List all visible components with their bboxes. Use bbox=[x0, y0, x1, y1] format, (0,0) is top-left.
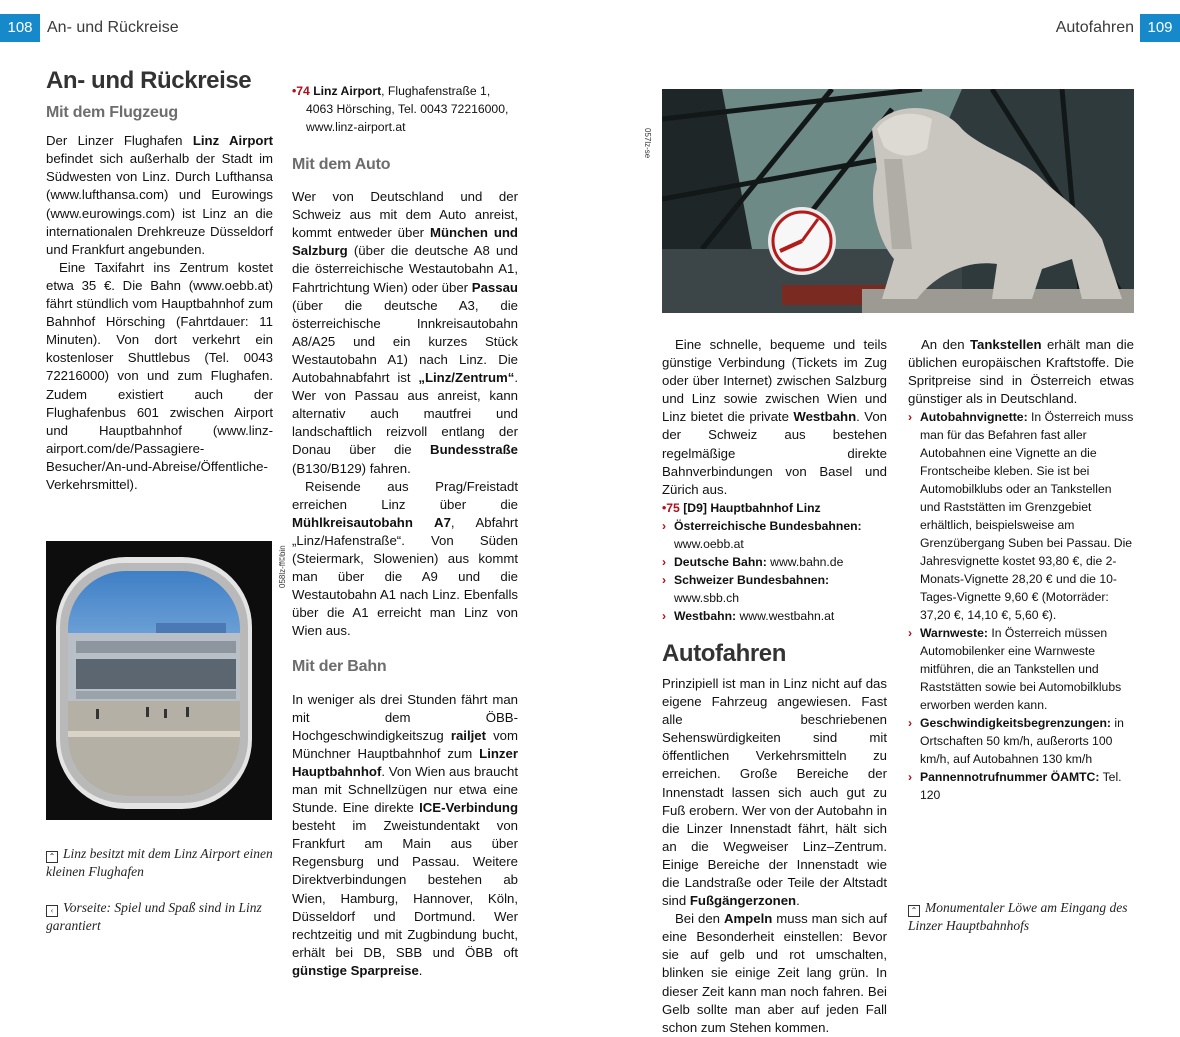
paragraph-westbahn: Eine schnelle, bequeme und teils günstige Verbindung (Tickets im Zug oder über Internet) zwischen Salzburg und Linz sowie zwischen Wien und Linz bietet die private Westbahn. Von der Schweiz aus bestehen regelmäßige direkte Bahnverbindungen von Basel und Zürich aus. bbox=[662, 337, 887, 497]
caption-arrow-left-icon: ‹ bbox=[46, 905, 58, 917]
chevron-right-icon: › bbox=[908, 626, 913, 641]
link-sbb[interactable]: www.sbb.ch bbox=[674, 590, 740, 605]
heading-flugzeug: Mit dem Flugzeug bbox=[46, 104, 178, 122]
driving-info-list bbox=[908, 408, 1134, 804]
photo-credit-airport: 058lz-ff©bin bbox=[278, 545, 287, 588]
rail-link-item: › Westbahn: www.westbahn.at bbox=[662, 608, 835, 623]
running-head-left: An- und Rückreise bbox=[47, 19, 179, 36]
chevron-right-icon: › bbox=[908, 410, 913, 425]
chevron-right-icon: › bbox=[662, 554, 667, 569]
photo-credit-lion: 057lz-se bbox=[643, 128, 652, 159]
chevron-right-icon: › bbox=[662, 518, 667, 533]
caption-lion: ⌃ Monumentaler Löwe am Eingang des Linzer Hauptbahnhofs bbox=[908, 900, 1128, 933]
paragraph-flugzeug-1: Der Linzer Flughafen Linz Airport befindet sich außerhalb der Stadt im Südwesten von Linz. Durch Lufthansa (www.lufthansa.com) und Eurowings (www.eurowings.com) ist Linz an die internationalen Drehkreuze Düsseldorf und Frankfurt angebunden. bbox=[46, 133, 273, 257]
chevron-right-icon: › bbox=[908, 770, 913, 785]
poi-marker-74: •74 bbox=[292, 84, 310, 98]
poi-75-entry: •75 [D9] Hauptbahnhof Linz bbox=[662, 500, 821, 515]
running-head-right: Autofahren bbox=[1055, 19, 1134, 36]
left-column-2 bbox=[292, 82, 518, 980]
page-number-left: 108 bbox=[0, 14, 40, 42]
section-title-autofahren: Autofahren bbox=[662, 639, 786, 667]
poi-marker-75: •75 bbox=[662, 500, 680, 515]
paragraph-flugzeug-2: Eine Taxifahrt ins Zentrum kostet etwa 35 €. Die Bahn (www.oebb.at) fährt stündlich vom Hauptbahnhof zum Bahnhof Hörsching (Fahrtdauer: 11 Minuten). Von dort verkehrt ein kostenloser Shuttlebus (Tel. 0043 72216000) von und zum Flughafen. Zudem existiert auch der Flughafenbus 601 zwischen Airport und Hauptbahnhof (www.linz-airport.com/de/Passagiere-Besucher/An-und-Abreise/Öffentliche-Verkehrsmittel). bbox=[46, 259, 273, 492]
paragraph-auto-1: Wer von Deutschland und der Schweiz aus mit dem Auto anreist, kommt entweder über München und Salzburg (über die deutsche A8 und die österreichische Westautobahn A1, Fahrtrichtung Wien) oder über Passau (über die deutsche A3, die österreichische Innkreisautobahn A8/A25 und ein kurzes Stück Westautobahn A1) nach Linz. Die Autobahnabfahrt ist „Linz/Zentrum“. Wer von Passau aus anreist, kann alternativ auch mautfrei und landschaftlich reizvoll entlang der Donau über die Bundesstraße (B130/B129) fahren. bbox=[292, 189, 518, 476]
rail-links-list bbox=[662, 517, 887, 625]
paragraph-tankstellen: An den Tankstellen erhält man die üblichen europäischen Kraftstoffe. Die Spritpreise sind in Österreich etwas günstiger als in Deutschland. bbox=[908, 337, 1134, 407]
caption-pointer-icon: ⌃ bbox=[46, 851, 58, 863]
chevron-right-icon: › bbox=[662, 572, 667, 587]
lion-statue-photo bbox=[662, 89, 1134, 313]
chevron-right-icon: › bbox=[662, 608, 667, 623]
left-column-1 bbox=[46, 67, 273, 494]
page-number-right: 109 bbox=[1140, 14, 1180, 42]
info-item-warnweste: › Warnweste: In Österreich müssen Automobilenker eine Warnweste mitführen, die an Tankstellen und Raststätten sowie bei Automobilklubs erworben werden kann. bbox=[908, 626, 1122, 713]
link-westbahn[interactable]: www.westbahn.at bbox=[739, 608, 835, 623]
paragraph-autofahren-2: Bei den Ampeln muss man sich auf eine Besonderheit einstellen: Bevor sie auf gelb und rot umschalten, blinken sie einige Zeit lang grün. In dieser Zeit kann man noch fahren. Bei Gelb sollte man aber auf jeden Fall schon zum Stehen kommen. bbox=[662, 911, 887, 1035]
paragraph-auto-2: Reisende aus Prag/Freistadt erreichen Linz über die Mühlkreisautobahn A7, Abfahrt „Linz/Hafenstraße“. Von Süden (Steiermark, Slowenien) aus kommt man über die A9 und die Westautobahn A1 nach Linz. Ebenfalls über die A1 erreicht man Linz von Wien aus. bbox=[292, 478, 518, 639]
right-column-2 bbox=[908, 336, 1134, 804]
paragraph-bahn-1: In weniger als drei Stunden fährt man mit dem ÖBB-Hochgeschwindigkeitszug railjet vom Münchner Hauptbahnhof zum Linzer Hauptbahnhof. Von Wien aus braucht man mit Schnellzügen nur etwa eine Stunde. Eine direkte ICE-Verbindung besteht im Zweistundentakt von Frankfurt am Main aus über Regensburg und Passau. Weitere Direktverbindungen bestehen ab Wien, Hamburg, Hannover, Köln, Düsseldorf und Dortmund. Wer rechtzeitig und mit Zugbindung bucht, erhält bei DB, SBB und ÖBB oft günstige Sparpreise. bbox=[292, 691, 519, 978]
poi-74-entry: •74 Linz Airport, Flughafenstraße 1, 4063 Hörsching, Tel. 0043 72216000, www.linz-airport.at bbox=[292, 84, 509, 134]
chevron-right-icon: › bbox=[908, 716, 913, 731]
caption-previous-page: ‹ Vorseite: Spiel und Spaß sind in Linz garantiert bbox=[46, 900, 262, 933]
heading-auto: Mit dem Auto bbox=[292, 156, 391, 173]
caption-airport: ⌃ Linz besitzt mit dem Linz Airport einen kleinen Flughafen bbox=[46, 846, 273, 879]
rail-link-item: › Deutsche Bahn: www.bahn.de bbox=[662, 554, 844, 569]
link-bahn[interactable]: www.bahn.de bbox=[770, 554, 844, 569]
info-item-vignette: › Autobahnvignette: In Österreich muss man für das Befahren fast aller Autobahnen eine Vignette an die Frontscheibe kleben. Sie ist bei Automobilklubs oder an Tankstellen und Raststätten im Grenzgebiet erhältlich, beispielsweise am Grenzübergang Suben bei Passau. Die Jahresvignette kostet 93,80 €, die 2-Monats-Vignette 28,20 € und die 10-Tages-Vignette 9,60 € (Motorräder: 37,20 €, 14,10 €, 5,60 €). bbox=[908, 410, 1134, 623]
info-item-emergency: › Pannennotrufnummer ÖAMTC: Tel. 120 bbox=[908, 770, 1122, 803]
airport-window-photo bbox=[46, 541, 272, 820]
link-oebb[interactable]: www.oebb.at bbox=[674, 536, 744, 551]
paragraph-autofahren-1: Prinzipiell ist man in Linz nicht auf das eigene Fahrzeug angewiesen. Fast alle beschriebenen Sehenswürdigkeiten sind mit öffentlichen Verkehrsmitteln zu erreichen. Große Bereiche der Innenstadt lassen sich auch gut zu Fuß erobern. Wer von der Autobahn in die Linzer Innenstadt fährt, hält sich an die Wegweiser Linz–Zentrum. Einige Bereiche der Innenstadt wie die Landstraße oder Teile der Altstadt sind Fußgängerzonen. bbox=[662, 675, 887, 909]
info-item-speed-limits: › Geschwindigkeitsbegrenzungen: in Ortschaften 50 km/h, außerorts 100 km/h, auf Autobahnen 130 km/h bbox=[908, 716, 1124, 767]
rail-link-item: › Österreichische Bundesbahnen: www.oebb.at bbox=[662, 518, 862, 551]
page-title: An- und Rückreise bbox=[46, 67, 252, 94]
right-column-1 bbox=[662, 336, 887, 1037]
heading-bahn: Mit der Bahn bbox=[292, 658, 387, 676]
rail-link-item: › Schweizer Bundesbahnen: www.sbb.ch bbox=[662, 572, 830, 605]
caption-pointer-icon: ⌃ bbox=[908, 905, 920, 917]
